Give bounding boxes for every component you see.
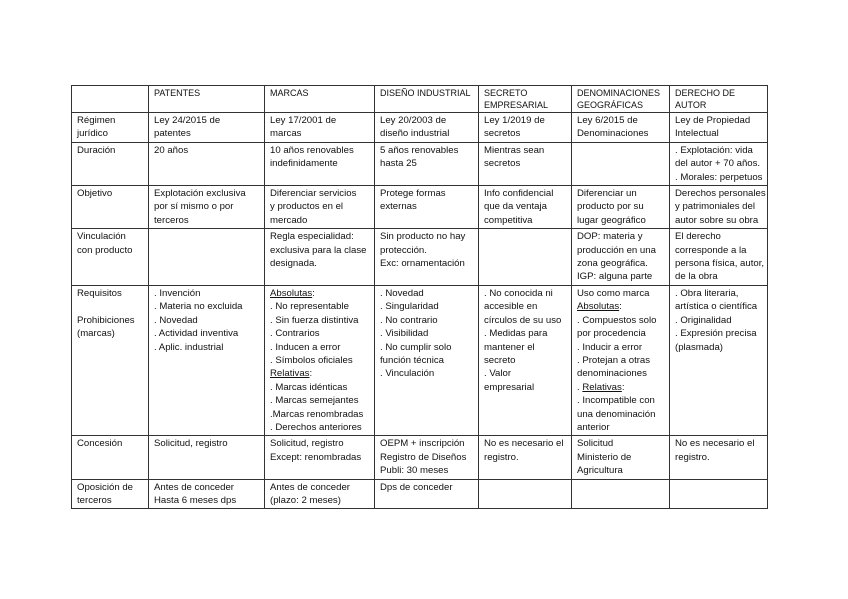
subheading bbox=[270, 367, 370, 380]
cell-marcas bbox=[265, 285, 375, 435]
cell-text-line: . Inducen a error bbox=[270, 341, 341, 353]
cell-diseno-industrial bbox=[375, 229, 479, 286]
cell-text-line: Régimen bbox=[77, 115, 116, 126]
cell-text-line: Registro de Diseños bbox=[380, 451, 467, 463]
cell-patentes bbox=[149, 142, 265, 185]
cell-diseno-industrial bbox=[375, 285, 479, 435]
cell-text-line: . Singularidad bbox=[380, 301, 439, 313]
cell-text-line: DOP: materia y bbox=[577, 231, 643, 243]
cell-text-line: competitiva bbox=[484, 214, 533, 226]
cell-text-line: registro. bbox=[484, 451, 519, 463]
cell-secreto-empresarial bbox=[479, 285, 572, 435]
cell-text-line: externas bbox=[380, 201, 417, 213]
cell-marcas bbox=[265, 186, 375, 229]
cell-text-line: Exc: ornamentación bbox=[380, 258, 465, 270]
cell-text-line: Derechos personales bbox=[675, 188, 766, 200]
cell-text-line: Ley de Propiedad bbox=[675, 115, 751, 126]
cell-text-line: exclusiva para la clase bbox=[270, 244, 367, 256]
cell-text-line: Concesión bbox=[77, 438, 123, 450]
header-cell-empty bbox=[72, 86, 149, 113]
cell-marcas bbox=[265, 113, 375, 143]
cell-text-line: Mientras sean bbox=[484, 144, 545, 156]
cell-derecho-de-autor bbox=[670, 113, 768, 143]
cell-text-line: función técnica bbox=[380, 354, 444, 366]
row-label bbox=[72, 229, 149, 286]
cell-text-line: .Marcas renombradas bbox=[270, 408, 364, 420]
cell-text-line: 10 años renovables bbox=[270, 144, 354, 156]
cell-derecho-de-autor bbox=[670, 436, 768, 479]
cell-text-line: por procedencia bbox=[577, 328, 646, 340]
subheading bbox=[577, 300, 665, 313]
cell-denominaciones-geograficas bbox=[572, 142, 670, 185]
header-patentes: PATENTES bbox=[149, 86, 265, 113]
cell-text-line: . Medidas para bbox=[484, 328, 548, 340]
row-label bbox=[72, 113, 149, 143]
cell-text-line: (plazo: 2 meses) bbox=[270, 494, 341, 506]
subheading-label: Relativas bbox=[582, 381, 622, 393]
cell-text-line: . Protejan a otras bbox=[577, 354, 651, 366]
cell-text-line: de la obra bbox=[675, 271, 718, 283]
cell-text-line: . Inducir a error bbox=[577, 341, 643, 353]
cell-text-line: mercado bbox=[270, 214, 308, 226]
subheading-colon: : bbox=[312, 287, 315, 299]
cell-text-line: . Materia no excluida bbox=[154, 301, 243, 313]
cell-text-line: . Visibilidad bbox=[380, 328, 429, 340]
row-label bbox=[72, 142, 149, 185]
subheading-colon: : bbox=[621, 381, 625, 393]
cell-text-line: . Actividad inventiva bbox=[154, 328, 239, 340]
cell-text-line: denominaciones bbox=[577, 368, 647, 380]
cell-text-line: Antes de conceder bbox=[154, 481, 235, 493]
cell-diseno-industrial bbox=[375, 113, 479, 143]
cell-text-line: accesible en bbox=[484, 301, 538, 313]
row-label bbox=[72, 186, 149, 229]
cell-derecho-de-autor bbox=[670, 142, 768, 185]
cell-marcas bbox=[265, 229, 375, 286]
cell-text-line: . No cumplir solo bbox=[380, 341, 452, 353]
row-vinculacion bbox=[72, 229, 768, 286]
cell-text-line: secreto bbox=[484, 354, 516, 366]
cell-text-line: círculos de su uso bbox=[484, 314, 562, 326]
cell-text-line: designada. bbox=[270, 258, 317, 270]
cell-text-line: . Novedad bbox=[154, 314, 198, 326]
spacer bbox=[77, 300, 144, 313]
cell-text-line: . Morales: perpetuos bbox=[675, 171, 763, 183]
cell-text-line: Ley 20/2003 de bbox=[380, 115, 447, 126]
cell-denominaciones-geograficas bbox=[572, 113, 670, 143]
cell-text-line: secretos bbox=[484, 158, 521, 170]
cell-text-line: por sí mismo o por bbox=[154, 201, 234, 213]
subheading-label: Absolutas bbox=[270, 287, 313, 299]
cell-text-line: . Expresión precisa bbox=[675, 328, 757, 340]
cell-text-line: . Marcas idénticas bbox=[270, 381, 348, 393]
cell-text-line: . No contrario bbox=[380, 314, 438, 326]
cell-diseno-industrial bbox=[375, 142, 479, 185]
cell-text-line: . Aplic. industrial bbox=[154, 341, 224, 353]
cell-text-line: y patrimoniales del bbox=[675, 201, 755, 213]
cell-text-line: Requisitos bbox=[77, 287, 122, 299]
cell-text-line: Solicitud, registro bbox=[154, 438, 228, 450]
cell-text-line: producto por su bbox=[577, 201, 644, 213]
cell-patentes bbox=[149, 186, 265, 229]
row-label bbox=[72, 285, 149, 435]
cell-text-line: Ley 17/2001 de bbox=[270, 115, 337, 126]
table-header-row bbox=[72, 86, 768, 113]
cell-text-line: hasta 25 bbox=[380, 158, 417, 170]
header-derecho-de-autor: DERECHO DE AUTOR bbox=[670, 86, 768, 113]
cell-text-line: indefinidamente bbox=[270, 158, 338, 170]
cell-text-line: persona física, autor, bbox=[675, 258, 765, 270]
cell-text-line: OEPM + inscripción bbox=[380, 438, 465, 450]
cell-text-line: IGP: alguna parte bbox=[577, 271, 653, 283]
subheading-colon: : bbox=[309, 368, 313, 380]
subheading-label: Relativas bbox=[270, 368, 310, 380]
cell-text-line: Objetivo bbox=[77, 188, 113, 200]
subheading bbox=[270, 287, 370, 300]
subheading-label: Absolutas bbox=[577, 301, 620, 313]
cell-text-line: corresponde a la bbox=[675, 244, 747, 256]
cell-text-line: . No representable bbox=[270, 301, 349, 313]
cell-text-line: El derecho bbox=[675, 231, 721, 243]
cell-text-line: terceros bbox=[77, 494, 112, 506]
cell-denominaciones-geograficas bbox=[572, 186, 670, 229]
cell-text-line: No es necesario el bbox=[675, 438, 755, 450]
cell-marcas bbox=[265, 436, 375, 479]
cell-text-line: secretos bbox=[484, 128, 521, 140]
cell-text-line: Ley 6/2015 de bbox=[577, 115, 638, 126]
cell-text-line: Diferenciar servicios bbox=[270, 188, 357, 200]
cell-text-line: Dps de conceder bbox=[380, 481, 453, 493]
cell-text-line: (marcas) bbox=[77, 328, 115, 340]
cell-text-line: . Obra literaria, bbox=[675, 287, 739, 299]
cell-derecho-de-autor bbox=[670, 479, 768, 509]
cell-secreto-empresarial bbox=[479, 479, 572, 509]
row-requisitos bbox=[72, 285, 768, 435]
row-duracion bbox=[72, 142, 768, 185]
cell-text-line: . Sin fuerza distintiva bbox=[270, 314, 359, 326]
cell-secreto-empresarial bbox=[479, 142, 572, 185]
cell-text-line: que da ventaja bbox=[484, 201, 547, 213]
cell-text-line: Uso como marca bbox=[577, 287, 650, 299]
cell-denominaciones-geograficas bbox=[572, 229, 670, 286]
cell-text-line: Vinculación bbox=[77, 231, 126, 243]
cell-text-line: y productos en el bbox=[270, 201, 344, 213]
cell-derecho-de-autor bbox=[670, 186, 768, 229]
header-marcas: MARCAS bbox=[265, 86, 375, 113]
cell-text-line: . Novedad bbox=[380, 287, 424, 299]
cell-text-line: Explotación exclusiva bbox=[154, 188, 246, 200]
cell-text-line: marcas bbox=[270, 128, 302, 140]
cell-patentes bbox=[149, 113, 265, 143]
cell-secreto-empresarial bbox=[479, 113, 572, 143]
cell-text-line: . Invención bbox=[154, 287, 201, 299]
cell-text-line: Oposición de bbox=[77, 481, 133, 493]
cell-text-line: jurídico bbox=[77, 128, 108, 140]
row-oposicion bbox=[72, 479, 768, 509]
cell-text-line: Duración bbox=[77, 144, 116, 156]
subheading bbox=[577, 381, 665, 394]
header-diseno-industrial: DISEÑO INDUSTRIAL bbox=[375, 86, 479, 113]
cell-text-line: anterior bbox=[577, 421, 610, 433]
row-objetivo bbox=[72, 186, 768, 229]
row-regimen-juridico bbox=[72, 113, 768, 143]
cell-text-line: Except: renombradas bbox=[270, 451, 362, 463]
cell-text-line: zona geográfica. bbox=[577, 258, 648, 270]
row-label bbox=[72, 479, 149, 509]
cell-text-line: empresarial bbox=[484, 381, 535, 393]
cell-text-line: una denominación bbox=[577, 408, 656, 420]
cell-text-line: . Incompatible con bbox=[577, 395, 655, 407]
cell-text-line: Solicitud bbox=[577, 438, 614, 450]
cell-text-line: . Símbolos oficiales bbox=[270, 354, 353, 366]
cell-text-line: Intelectual bbox=[675, 128, 719, 140]
cell-text-line: . No conocida ni bbox=[484, 287, 553, 299]
cell-text-line: No es necesario el bbox=[484, 438, 564, 450]
cell-diseno-industrial bbox=[375, 436, 479, 479]
cell-text-line: Antes de conceder bbox=[270, 481, 351, 493]
cell-text-line: mantener el bbox=[484, 341, 535, 353]
subheading-prefix: . bbox=[577, 381, 583, 393]
cell-text-line: Prohibiciones bbox=[77, 314, 135, 326]
cell-diseno-industrial bbox=[375, 479, 479, 509]
cell-text-line: protección. bbox=[380, 244, 427, 256]
cell-text-line: patentes bbox=[154, 128, 191, 140]
cell-text-line: . Vinculación bbox=[380, 368, 435, 380]
subheading-colon: : bbox=[619, 301, 622, 313]
cell-patentes bbox=[149, 479, 265, 509]
row-concesion bbox=[72, 436, 768, 479]
cell-secreto-empresarial bbox=[479, 229, 572, 286]
cell-text-line: Ley 24/2015 de bbox=[154, 115, 221, 126]
cell-text-line: Regla especialidad: bbox=[270, 231, 354, 243]
cell-text-line: . Contrarios bbox=[270, 328, 320, 340]
cell-text-line: 5 años renovables bbox=[380, 144, 459, 156]
cell-text-line: . Compuestos solo bbox=[577, 314, 657, 326]
cell-denominaciones-geograficas bbox=[572, 479, 670, 509]
cell-text-line: con producto bbox=[77, 244, 133, 256]
cell-text-line: . Derechos anteriores bbox=[270, 421, 362, 433]
cell-denominaciones-geograficas bbox=[572, 285, 670, 435]
cell-text-line: Diferenciar un bbox=[577, 188, 637, 200]
cell-patentes bbox=[149, 285, 265, 435]
cell-secreto-empresarial bbox=[479, 436, 572, 479]
cell-text-line: diseño industrial bbox=[380, 128, 450, 140]
cell-text-line: . Explotación: vida bbox=[675, 144, 753, 156]
header-denominaciones-geograficas: DENOMINACIONES GEOGRÁFICAS bbox=[572, 86, 670, 113]
cell-text-line: Ministerio de bbox=[577, 451, 632, 463]
cell-text-line: Protege formas bbox=[380, 188, 446, 200]
comparison-table bbox=[71, 85, 768, 509]
cell-derecho-de-autor bbox=[670, 285, 768, 435]
cell-text-line: Ley 1/2019 de bbox=[484, 115, 545, 126]
cell-text-line: autor sobre su obra bbox=[675, 214, 759, 226]
cell-text-line: del autor + 70 años. bbox=[675, 158, 761, 170]
cell-text-line: Publi: 30 meses bbox=[380, 465, 449, 477]
cell-denominaciones-geograficas bbox=[572, 436, 670, 479]
cell-patentes bbox=[149, 229, 265, 286]
cell-text-line: . Valor bbox=[484, 368, 512, 380]
cell-patentes bbox=[149, 436, 265, 479]
cell-text-line: Info confidencial bbox=[484, 188, 554, 200]
cell-text-line: (plasmada) bbox=[675, 341, 723, 353]
cell-derecho-de-autor bbox=[670, 229, 768, 286]
cell-diseno-industrial bbox=[375, 186, 479, 229]
cell-text-line: . Marcas semejantes bbox=[270, 395, 359, 407]
cell-text-line: Hasta 6 meses dps bbox=[154, 494, 237, 506]
cell-marcas bbox=[265, 142, 375, 185]
cell-marcas bbox=[265, 479, 375, 509]
cell-text-line: producción en una bbox=[577, 244, 656, 256]
cell-text-line: 20 años bbox=[154, 144, 189, 156]
cell-text-line: Solicitud, registro bbox=[270, 438, 344, 450]
cell-text-line: Agricultura bbox=[577, 465, 623, 477]
header-secreto-empresarial: SECRETO EMPRESARIAL bbox=[479, 86, 572, 113]
cell-text-line: . Originalidad bbox=[675, 314, 732, 326]
row-label bbox=[72, 436, 149, 479]
cell-text-line: Denominaciones bbox=[577, 128, 649, 140]
cell-text-line: registro. bbox=[675, 451, 710, 463]
cell-text-line: artística o científica bbox=[675, 301, 758, 313]
cell-text-line: lugar geográfico bbox=[577, 214, 646, 226]
cell-text-line: terceros bbox=[154, 214, 189, 226]
cell-secreto-empresarial bbox=[479, 186, 572, 229]
cell-text-line: Sin producto no hay bbox=[380, 231, 466, 243]
